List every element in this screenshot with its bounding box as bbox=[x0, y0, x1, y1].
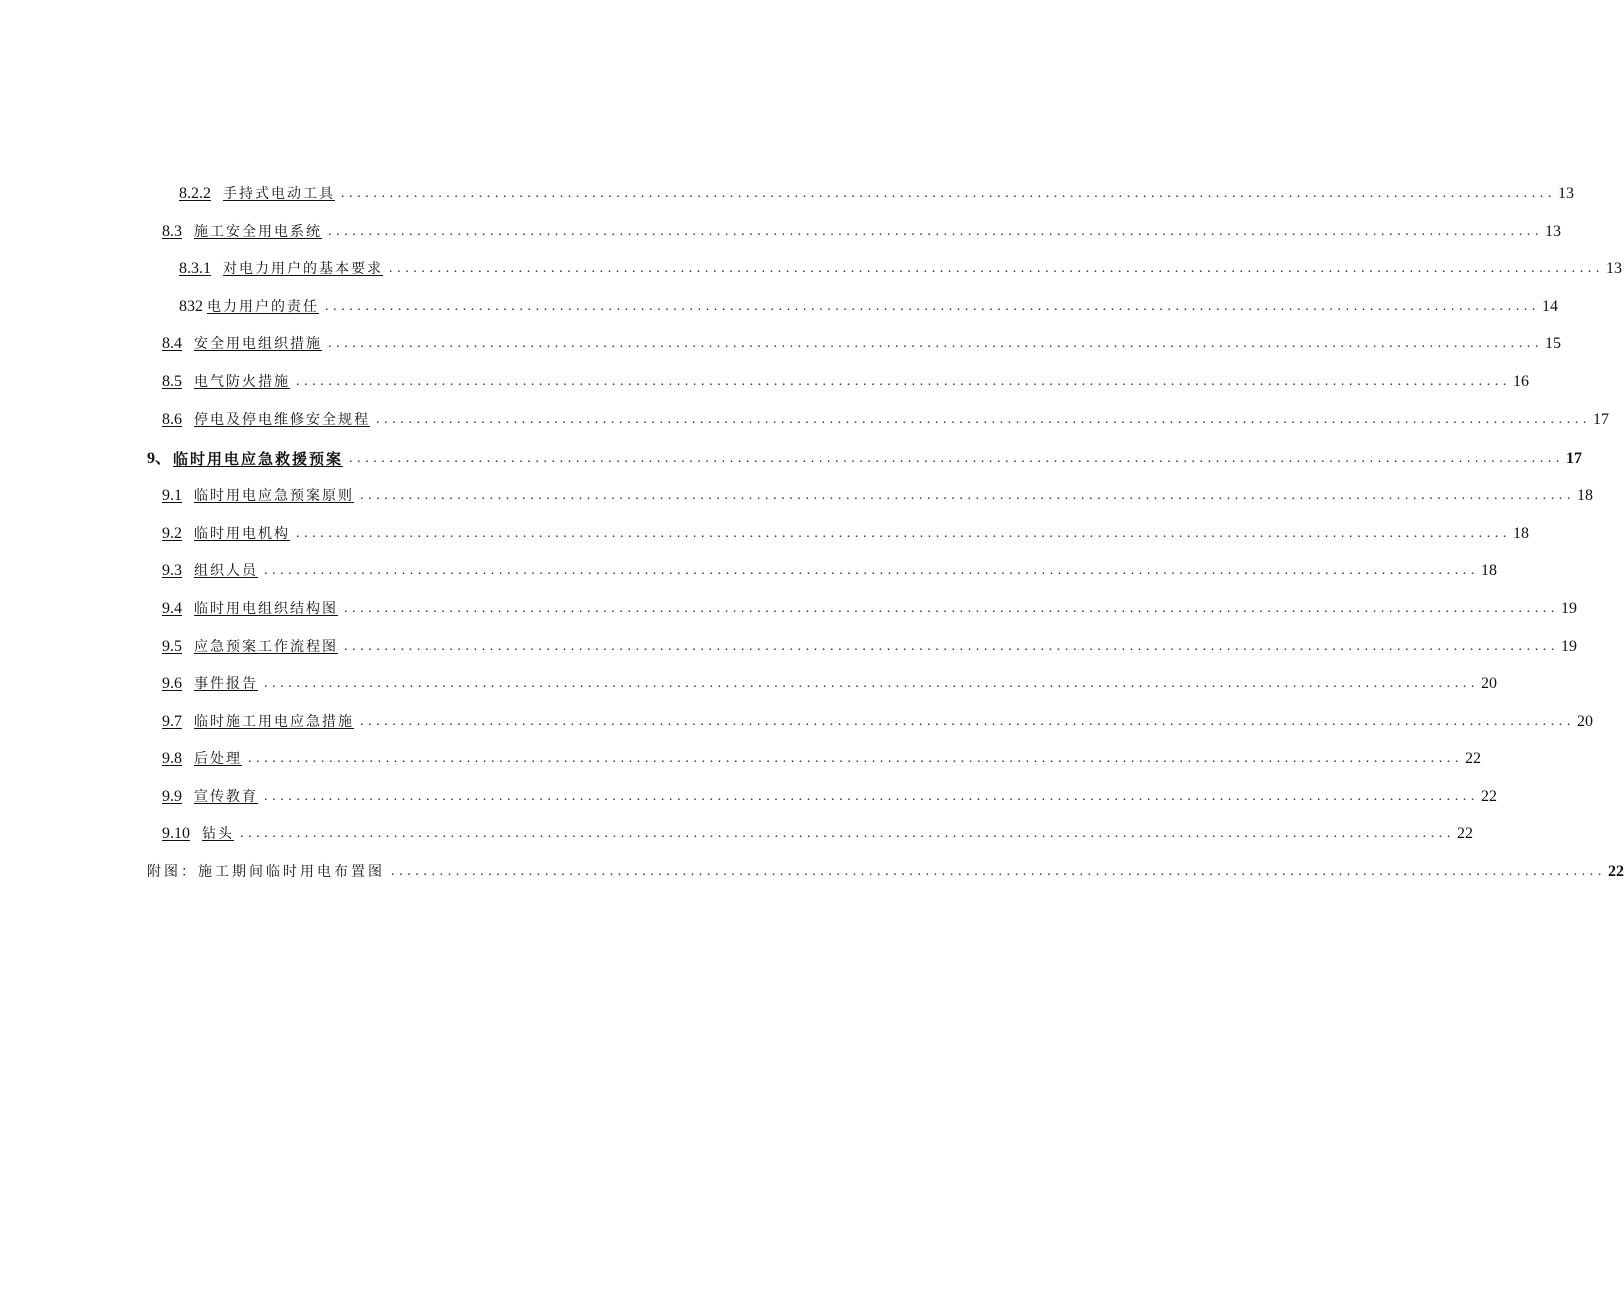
toc-entry-number: 9.5 bbox=[162, 638, 182, 655]
toc-entry-title: 安全用电组织措施 bbox=[194, 336, 322, 352]
toc-entry-9-3[interactable] bbox=[162, 555, 1497, 581]
toc-entry-title: 临时用电组织结构图 bbox=[194, 601, 338, 617]
toc-entry-title: 宣传教育 bbox=[194, 789, 258, 805]
toc-entry-page: 20 bbox=[1577, 713, 1593, 730]
toc-entry-9-2[interactable] bbox=[162, 518, 1529, 544]
toc-entry-page: 22 bbox=[1608, 863, 1624, 880]
dot-leader: ...................................................................................................................................................... bbox=[296, 374, 1511, 389]
toc-entry-number: 9.4 bbox=[162, 600, 182, 617]
toc-entry-number: 9.2 bbox=[162, 525, 182, 542]
toc-entry-title: 临时用电机构 bbox=[194, 526, 290, 542]
toc-entry-9-4[interactable] bbox=[162, 593, 1577, 619]
toc-entry-title: 应急预案工作流程图 bbox=[194, 639, 338, 655]
dot-leader: ...................................................................................................................................................... bbox=[344, 601, 1559, 616]
toc-entry-8-5[interactable] bbox=[162, 366, 1529, 392]
toc-entry-8-4[interactable] bbox=[162, 328, 1561, 354]
toc-entry-appendix[interactable] bbox=[147, 856, 1624, 882]
dot-leader: ...................................................................................................................................................... bbox=[391, 864, 1606, 879]
dot-leader: ...................................................................................................................................................... bbox=[341, 186, 1556, 201]
toc-entry-page: 14 bbox=[1542, 298, 1558, 315]
dot-leader: ...................................................................................................................................................... bbox=[349, 451, 1565, 466]
toc-entry-title: 钻头 bbox=[202, 826, 234, 842]
toc-entry-9-5[interactable] bbox=[162, 631, 1577, 657]
toc-entry-title: 后处理 bbox=[194, 751, 242, 767]
dot-leader: ...................................................................................................................................................... bbox=[264, 789, 1479, 804]
toc-entry-page: 15 bbox=[1545, 335, 1561, 352]
toc-entry-page: 13 bbox=[1606, 260, 1622, 277]
toc-entry-9-10[interactable] bbox=[162, 818, 1473, 844]
toc-entry-number: 9.3 bbox=[162, 562, 182, 579]
toc-entry-page: 19 bbox=[1561, 600, 1577, 617]
toc-entry-page: 18 bbox=[1513, 525, 1529, 542]
toc-entry-number: 8.2.2 bbox=[179, 185, 211, 202]
dot-leader: ...................................................................................................................................................... bbox=[328, 224, 1543, 239]
toc-entry-page: 18 bbox=[1577, 487, 1593, 504]
toc-entry-number: 8.5 bbox=[162, 373, 182, 390]
toc-entry-8-6[interactable] bbox=[162, 404, 1609, 430]
dot-leader: ...................................................................................................................................................... bbox=[296, 526, 1511, 541]
toc-entry-page: 19 bbox=[1561, 638, 1577, 655]
dot-leader: ...................................................................................................................................................... bbox=[264, 676, 1479, 691]
toc-entry-title: 手持式电动工具 bbox=[223, 186, 335, 202]
dot-leader: ...................................................................................................................................................... bbox=[325, 299, 1540, 314]
dot-leader: ...................................................................................................................................................... bbox=[376, 412, 1591, 427]
toc-entry-title: 临时施工用电应急措施 bbox=[194, 714, 354, 730]
dot-leader: ...................................................................................................................................................... bbox=[360, 488, 1575, 503]
toc-entry-number: 8.4 bbox=[162, 335, 182, 352]
toc-entry-number: 8.3 bbox=[162, 223, 182, 240]
toc-entry-number: 9.9 bbox=[162, 788, 182, 805]
toc-entry-title: 施工安全用电系统 bbox=[194, 224, 322, 240]
toc-entry-title: 停电及停电维修安全规程 bbox=[194, 412, 370, 428]
toc-entry-page: 22 bbox=[1481, 788, 1497, 805]
toc-entry-number: 832 bbox=[179, 298, 203, 315]
dot-leader: ...................................................................................................................................................... bbox=[240, 826, 1455, 841]
toc-entry-title: 临时用电应急预案原则 bbox=[194, 488, 354, 504]
toc-entry-page: 16 bbox=[1513, 373, 1529, 390]
dot-leader: ...................................................................................................................................................... bbox=[328, 336, 1543, 351]
toc-entry-8-3-1[interactable] bbox=[179, 253, 1622, 279]
toc-entry-page: 20 bbox=[1481, 675, 1497, 692]
toc-entry-number: 9.7 bbox=[162, 713, 182, 730]
toc-entry-number: 9、 bbox=[147, 450, 172, 467]
toc-entry-number: 9.6 bbox=[162, 675, 182, 692]
toc-entry-title: 事件报告 bbox=[194, 676, 258, 692]
toc-entry-number: 8.3.1 bbox=[179, 260, 211, 277]
toc-entry-title: 临时用电应急救援预案 bbox=[173, 450, 344, 468]
toc-entry-9-8[interactable] bbox=[162, 743, 1481, 769]
toc-entry-title: 组织人员 bbox=[194, 563, 258, 579]
toc-entry-page: 22 bbox=[1465, 750, 1481, 767]
toc-entry-9-1[interactable] bbox=[162, 480, 1593, 506]
toc-entry-page: 17 bbox=[1566, 450, 1583, 467]
dot-leader: ...................................................................................................................................................... bbox=[344, 639, 1559, 654]
dot-leader: ...................................................................................................................................................... bbox=[264, 563, 1479, 578]
toc-entry-8-3[interactable] bbox=[162, 216, 1561, 242]
toc-entry-number: 9.10 bbox=[162, 825, 190, 842]
toc-entry-9-9[interactable] bbox=[162, 781, 1497, 807]
toc-entry-page: 17 bbox=[1593, 411, 1609, 428]
toc-entry-number: 8.6 bbox=[162, 411, 182, 428]
toc-entry-page: 13 bbox=[1545, 223, 1561, 240]
toc-entry-page: 18 bbox=[1481, 562, 1497, 579]
dot-leader: ...................................................................................................................................................... bbox=[248, 751, 1463, 766]
toc-entry-number: 9.8 bbox=[162, 750, 182, 767]
toc-entry-title: 对电力用户的基本要求 bbox=[223, 261, 383, 277]
toc-entry-9[interactable] bbox=[147, 443, 1583, 469]
dot-leader: ...................................................................................................................................................... bbox=[389, 261, 1604, 276]
toc-entry-9-7[interactable] bbox=[162, 706, 1593, 732]
toc-entry-8-2-2[interactable] bbox=[179, 178, 1574, 204]
toc-entry-8-3-2[interactable] bbox=[179, 291, 1558, 317]
toc-entry-page: 13 bbox=[1558, 185, 1574, 202]
toc-entry-page: 22 bbox=[1457, 825, 1473, 842]
dot-leader: ...................................................................................................................................................... bbox=[360, 714, 1575, 729]
toc-entry-9-6[interactable] bbox=[162, 668, 1497, 694]
toc-entry-title: 附图：施工期间临时用电布置图 bbox=[147, 864, 385, 880]
toc-entry-title: 电力用户的责任 bbox=[207, 299, 319, 315]
toc-entry-title: 电气防火措施 bbox=[194, 374, 290, 390]
toc-entry-number: 9.1 bbox=[162, 487, 182, 504]
